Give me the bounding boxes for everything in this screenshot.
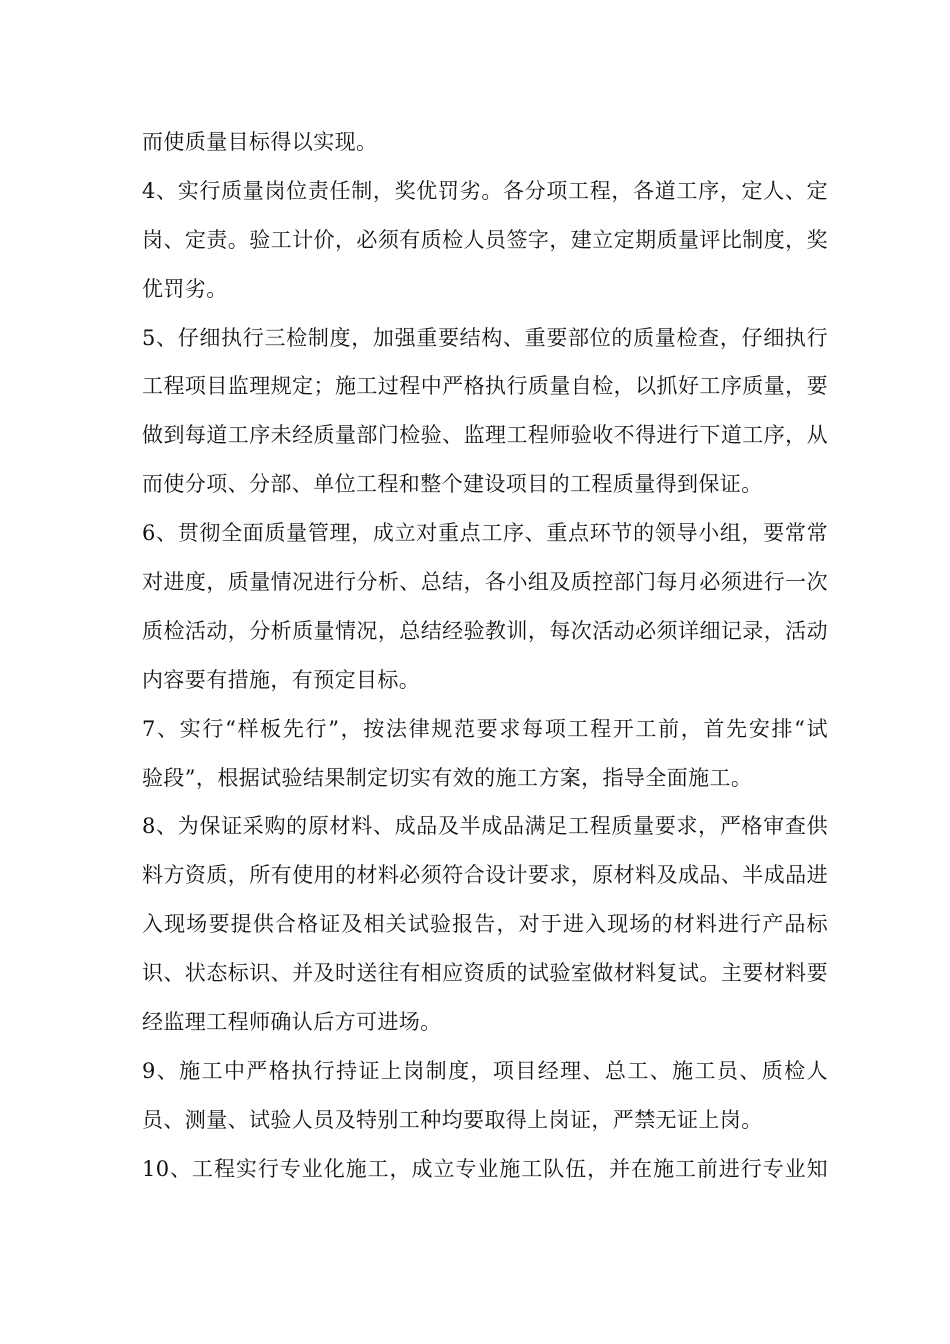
text-line: 经监理工程师确认后方可进场。	[142, 1010, 442, 1035]
text-line: 8、为保证采购的原材料、成品及半成品满足工程质量要求，严格审查供	[142, 814, 828, 839]
text-line: 而使质量目标得以实现。	[142, 130, 378, 154]
text-line: 7、实行“样板先行”，按法律规范要求每项工程开工前，首先安排“试	[142, 716, 828, 741]
text-line: 而使分项、分部、单位工程和整个建设项目的工程质量得到保证。	[142, 472, 763, 497]
text-line: 4、实行质量岗位责任制，奖优罚劣。各分项工程，各道工序，定人、定	[142, 178, 828, 203]
text-line: 验段”，根据试验结果制定切实有效的施工方案，指导全面施工。	[142, 765, 753, 790]
text-line: 做到每道工序未经质量部门检验、监理工程师验收不得进行下道工序，从	[142, 423, 828, 448]
text-line: 识、状态标识、并及时送往有相应资质的试验室做材料复试。主要材料要	[142, 961, 828, 986]
text-line: 员、测量、试验人员及特别工种均要取得上岗证，严禁无证上岗。	[142, 1107, 763, 1132]
text-line: 工程项目监理规定；施工过程中严格执行质量自检，以抓好工序质量，要	[142, 374, 828, 399]
text-line: 10、工程实行专业化施工，成立专业施工队伍，并在施工前进行专业知	[142, 1156, 828, 1181]
text-line: 质检活动，分析质量情况，总结经验教训，每次活动必须详细记录，活动	[142, 618, 828, 643]
text-line: 入现场要提供合格证及相关试验报告，对于进入现场的材料进行产品标	[142, 912, 828, 937]
document-body	[142, 118, 828, 1194]
text-line: 5、仔细执行三检制度，加强重要结构、重要部位的质量检查，仔细执行	[142, 325, 828, 350]
text-line: 对进度，质量情况进行分析、总结，各小组及质控部门每月必须进行一次	[142, 570, 828, 595]
text-line: 料方资质，所有使用的材料必须符合设计要求，原材料及成品、半成品进	[142, 863, 828, 888]
text-line: 内容要有措施，有预定目标。	[142, 667, 421, 692]
text-line: 9、施工中严格执行持证上岗制度，项目经理、总工、施工员、质检人	[142, 1058, 828, 1083]
text-line: 6、贯彻全面质量管理，成立对重点工序、重点环节的领导小组，要常常	[142, 521, 828, 546]
text-line: 岗、定责。验工计价，必须有质检人员签字，建立定期质量评比制度，奖	[142, 227, 828, 252]
text-line: 优罚劣。	[142, 276, 228, 301]
